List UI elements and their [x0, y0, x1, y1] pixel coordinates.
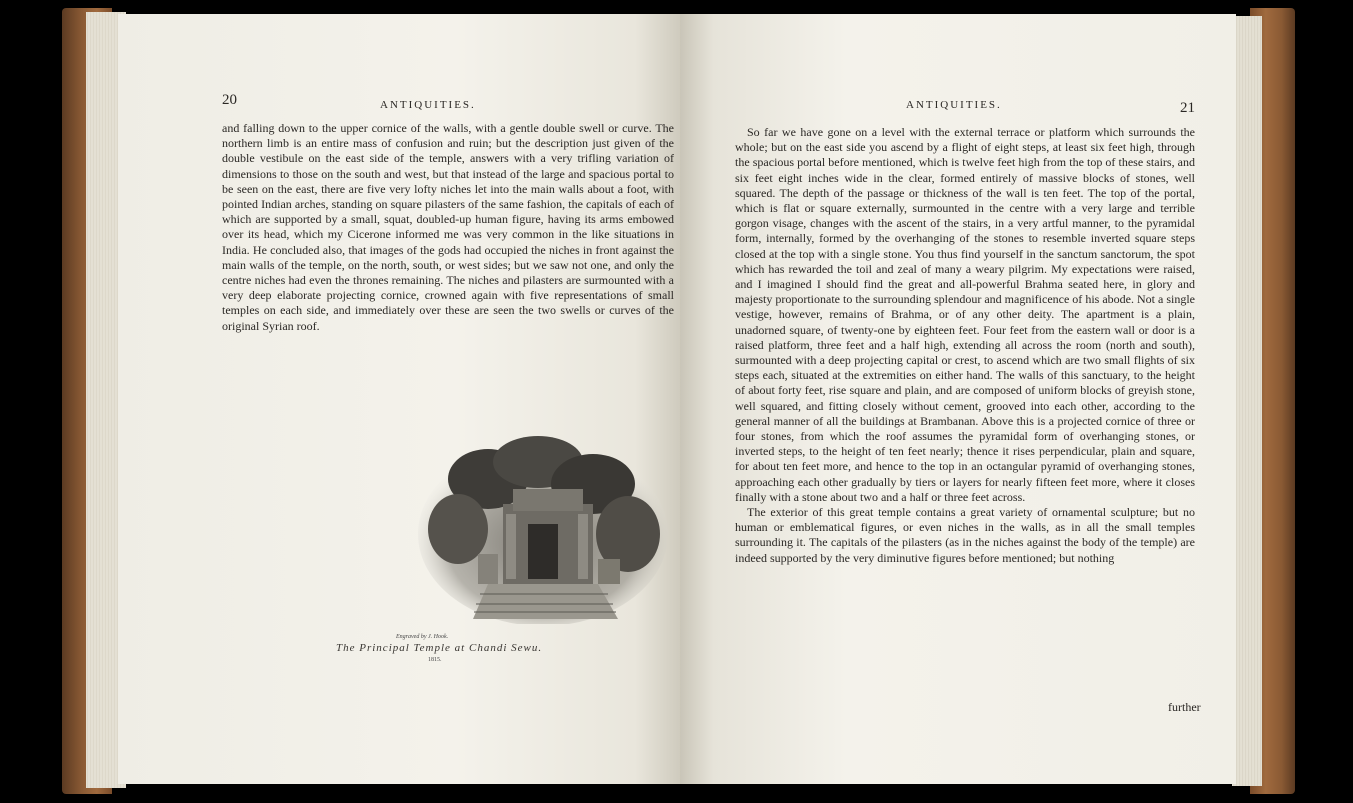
- right-page: [680, 14, 1236, 784]
- right-running-head: ANTIQUITIES.: [906, 99, 1002, 111]
- right-page-number: 21: [1180, 100, 1195, 116]
- right-paragraph-2: The exterior of this great temple contains a great variety of ornamental sculpture; but no human or emblematical figures, or even niches in the walls, as in all the small temples surrounding it. The capitals of the pilasters (as in the niches against the body of the temple) are indeed supported by the very diminutive figures before mentioned; but nothing: [735, 505, 1195, 565]
- temple-engraving: [418, 434, 668, 624]
- left-body-text: [222, 121, 674, 334]
- left-page: [118, 14, 680, 784]
- left-running-head: ANTIQUITIES.: [380, 99, 476, 111]
- right-paragraph-1: So far we have gone on a level with the external terrace or platform which surrounds the whole; but on the east side you ascend by a flight of eight steps, at least six feet high, through the spacious portal before mentioned, which is twelve feet high from the top of these stairs, and six feet eight inches wide in the clear, formed entirely of massive blocks of stones, well squared. The depth of the passage or thickness of the wall is ten feet. The top of the portal, which is flat or square externally, surmounted in the centre with a very large and terrible gorgon visage, changes with the ascent of the stairs, in a very artful manner, to the pyramidal form, internally, formed by the overhanging of the stones to resemble inverted square steps closed at the top with a single stone. You thus find yourself in the sanctum sanctorum, the spot which has rewarded the toil and zeal of many a weary pilgrim. My expectations were raised, and I imagined I should find the great and all-powerful Brahma seated here, in glory and majesty proportionate to the surrounding splendour and magnificence of his abode. Not a single vestige, however, remains of Brahma, or of any other deity. The apartment is a plain, unadorned square, of twenty-one by eighteen feet. Four feet from the eastern wall or door is a raised platform, three feet and a half high, extending all across the room (north and south), surmounted with a deep projecting capital or crest, to ascend which are two small flights of six steps each, situated at the extremities on either hand. The walls of this sanctuary, to the height of about forty feet, rise square and plain, and are composed of uniform blocks of greyish stone, well squared, and fitting closely without cement, grooved into each other, according to the general manner of all the buildings at Brambanan. Above this is a projected cornice of three or four stones, from which the roof assumes the pyramidal form of overhanging stones, or inverted steps, to the height of ten feet nearly; thence it rises perpendicular, plain and square, for about ten feet more, and hence to the top in an octangular pyramid of overhanging stones, approaching each other gradually by tiers or layers for nearly fifteen feet more, where it closes finally with a stone about two and a half or three feet across.: [735, 125, 1195, 504]
- plate-year: 1815.: [428, 657, 442, 663]
- left-paragraph: and falling down to the upper cornice of the walls, with a gentle double swell or curve. The northern limb is an entire mass of confusion and ruin; but the description just given of the double vestibule on the east side of the temple, answers with a very trifling variation of dimensions to those on the south and west, but that instead of the large and spacious portal to be seen on the east, there are five very lofty niches let into the main walls about a foot, with pointed Indian arches, standing on square pilasters of the same fashion, the capitals of each of which are supported by a small, squat, doubled-up human figure, having its arms embowed over its head, which my Cicerone informed me was very common in the like situations in India. He concluded also, that images of the gods had occupied the niches in front against the main walls of the temple, on the north, south, or west sides; but we saw not one, and only the centre niches had even the thrones remaining. The niches and pilasters are surmounted with a very deep elaborate projecting cornice, crowned again with five representations of small temples on each side, and immediately over these are seen the two swells or curves of the original Syrian roof.: [222, 121, 674, 333]
- left-page-number: 20: [222, 92, 237, 108]
- right-body-text: [735, 125, 1195, 566]
- plate-credit: Engraved by J. Hook.: [396, 634, 449, 640]
- plate-title: The Principal Temple at Chandi Sewu.: [336, 642, 543, 654]
- right-page-edges: [1232, 16, 1262, 786]
- catchword: further: [1168, 700, 1201, 714]
